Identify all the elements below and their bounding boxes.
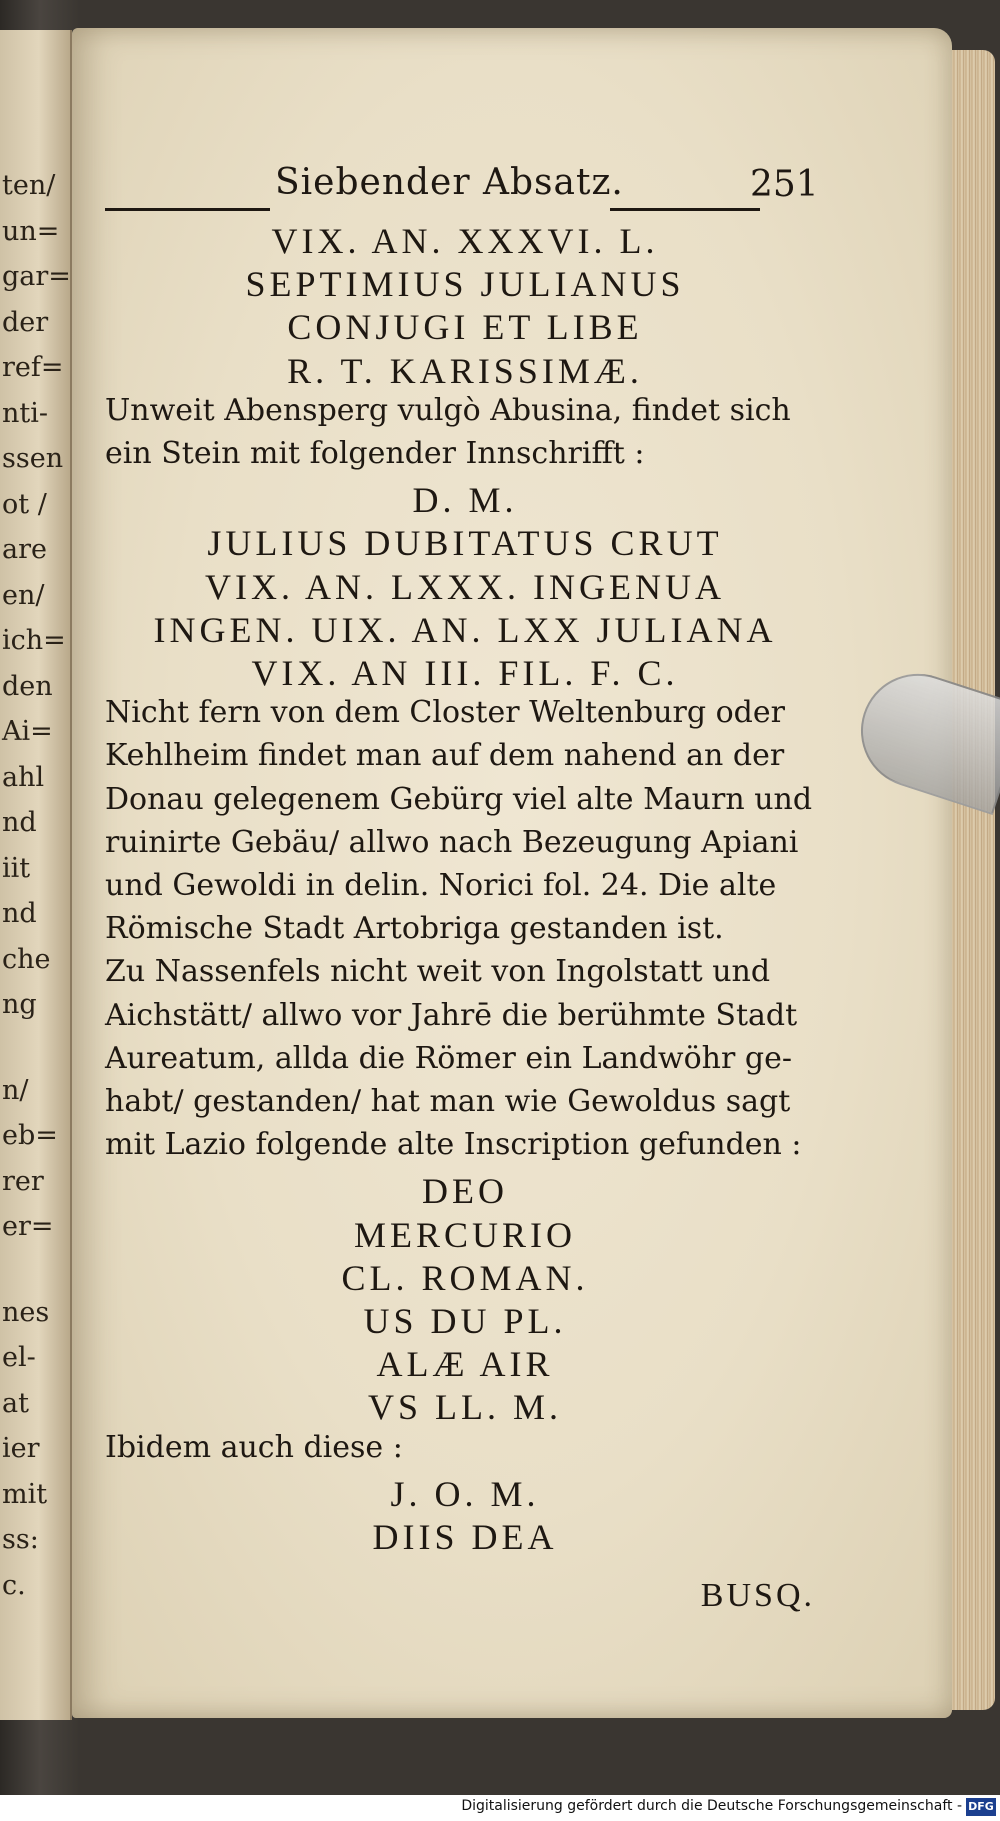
left-page-fragment: mit bbox=[2, 1478, 48, 1510]
inscription-line: VIX. AN. LXXX. INGENUA bbox=[205, 566, 725, 607]
inscription-line: BUSQ. bbox=[700, 1577, 815, 1615]
left-page-fragment: ot / bbox=[2, 488, 47, 520]
footer-credit-text: Digitalisierung gefördert durch die Deutsche Forschungsgemeinschaft - bbox=[461, 1798, 962, 1814]
inscription-line: DIIS DEA bbox=[372, 1517, 558, 1557]
left-page-fragment: n/ bbox=[2, 1074, 29, 1106]
left-page-fragment: ref= bbox=[2, 352, 64, 383]
inscription-line: ALÆ AIR bbox=[376, 1344, 554, 1385]
left-page-fragment: are bbox=[2, 534, 47, 565]
inscription-line: JULIUS DUBITATUS CRUT bbox=[207, 523, 723, 564]
inscription-line: US DU PL. bbox=[363, 1301, 567, 1341]
left-page-fragment: at bbox=[2, 1387, 29, 1419]
inscription-line: INGEN. UIX. AN. LXX JULIANA bbox=[153, 609, 777, 650]
left-page-fragment: eb= bbox=[2, 1120, 58, 1151]
left-page-fragment: en/ bbox=[2, 579, 45, 611]
left-page-fragment: rer bbox=[2, 1165, 44, 1197]
inscription-line: R. T. KARISSIMÆ. bbox=[287, 350, 643, 391]
left-page-fragment: nd bbox=[2, 898, 37, 929]
prose-line: Unweit Abensperg vulgò Abusina, findet sich bbox=[105, 392, 791, 428]
running-head-title: Siebender Absatz. bbox=[275, 162, 624, 203]
left-page-fragment: che bbox=[2, 943, 51, 975]
prose-line: habt/ gestanden/ hat man wie Gewoldus sagt bbox=[105, 1084, 791, 1119]
inscription-line: MERCURIO bbox=[353, 1214, 577, 1255]
prose-line: ruinirte Gebäu/ allwo nach Bezeugung Apiani bbox=[105, 824, 799, 860]
prose-line: mit Lazio folgende alte Inscription gefunden : bbox=[105, 1127, 802, 1163]
inscription-line: VIX. AN III. FIL. F. C. bbox=[251, 653, 679, 693]
left-page-fragment: der bbox=[2, 306, 49, 338]
left-page-fragment: ten/ bbox=[2, 170, 56, 201]
head-rule-right bbox=[610, 208, 760, 211]
left-page-fragment: un= bbox=[2, 215, 60, 247]
digitization-footer bbox=[0, 1795, 1000, 1821]
left-page-fragment: ng bbox=[2, 989, 37, 1020]
inscription-line: D. M. bbox=[412, 480, 518, 521]
left-page-fragment: el- bbox=[2, 1342, 36, 1373]
prose-line: Ibidem auch diese : bbox=[105, 1429, 403, 1465]
left-page-fragment: nti- bbox=[2, 397, 48, 429]
prose-line: Aichstätt/ allwo vor Jahrē die berühmte Stadt bbox=[105, 997, 798, 1033]
left-page-fragment: ss: bbox=[2, 1524, 39, 1555]
prose-line: Zu Nassenfels nicht weit von Ingolstatt und bbox=[105, 954, 771, 990]
inscription-line: CL. ROMAN. bbox=[341, 1257, 589, 1298]
prose-line: Aureatum, allda die Römer ein Landwöhr ge- bbox=[105, 1040, 792, 1076]
inscription-line: VIX. AN. XXXVI. L. bbox=[271, 221, 659, 261]
running-head bbox=[105, 160, 825, 220]
prose-line: ein Stein mit folgender Innschrifft : bbox=[105, 436, 645, 471]
left-page-fragment: ier bbox=[2, 1433, 40, 1464]
inscription-line: DEO bbox=[422, 1171, 508, 1212]
left-page-fragment: gar= bbox=[2, 261, 71, 292]
prose-line: Kehlheim findet man auf dem nahend an der bbox=[105, 738, 785, 774]
left-page-fragment: nd bbox=[2, 807, 37, 838]
prose-line: Römische Stadt Artobriga gestanden ist. bbox=[105, 911, 724, 947]
left-page-edge bbox=[0, 30, 72, 1720]
left-page-fragment: ahl bbox=[2, 761, 45, 793]
prose-line: Donau gelegenem Gebürg viel alte Maurn und bbox=[105, 781, 813, 817]
left-page-fragment: nes bbox=[2, 1296, 50, 1328]
left-page-fragment: c. bbox=[2, 1569, 26, 1601]
left-page-fragment: iit bbox=[2, 852, 31, 884]
inscription-line: VS LL. M. bbox=[367, 1387, 562, 1428]
dfg-logo: DFG bbox=[966, 1798, 996, 1816]
left-page-text-fragments bbox=[0, 30, 70, 1720]
inscription-line: SEPTIMIUS JULIANUS bbox=[245, 264, 685, 305]
prose-line: Nicht fern von dem Closter Weltenburg oder bbox=[105, 695, 785, 731]
inscription-line: CONJUGI ET LIBE bbox=[287, 307, 643, 348]
left-page-fragment: Ai= bbox=[2, 716, 53, 747]
head-rule-left bbox=[105, 208, 270, 211]
left-page-fragment: ich= bbox=[2, 625, 66, 656]
left-page-fragment: ssen bbox=[2, 443, 64, 474]
left-page-fragment: den bbox=[2, 670, 53, 702]
left-page-fragment: er= bbox=[2, 1211, 54, 1242]
prose-line: und Gewoldi in delin. Norici fol. 24. Die alte bbox=[105, 868, 777, 903]
inscription-line: J. O. M. bbox=[390, 1473, 540, 1514]
page-number: 251 bbox=[750, 164, 819, 205]
